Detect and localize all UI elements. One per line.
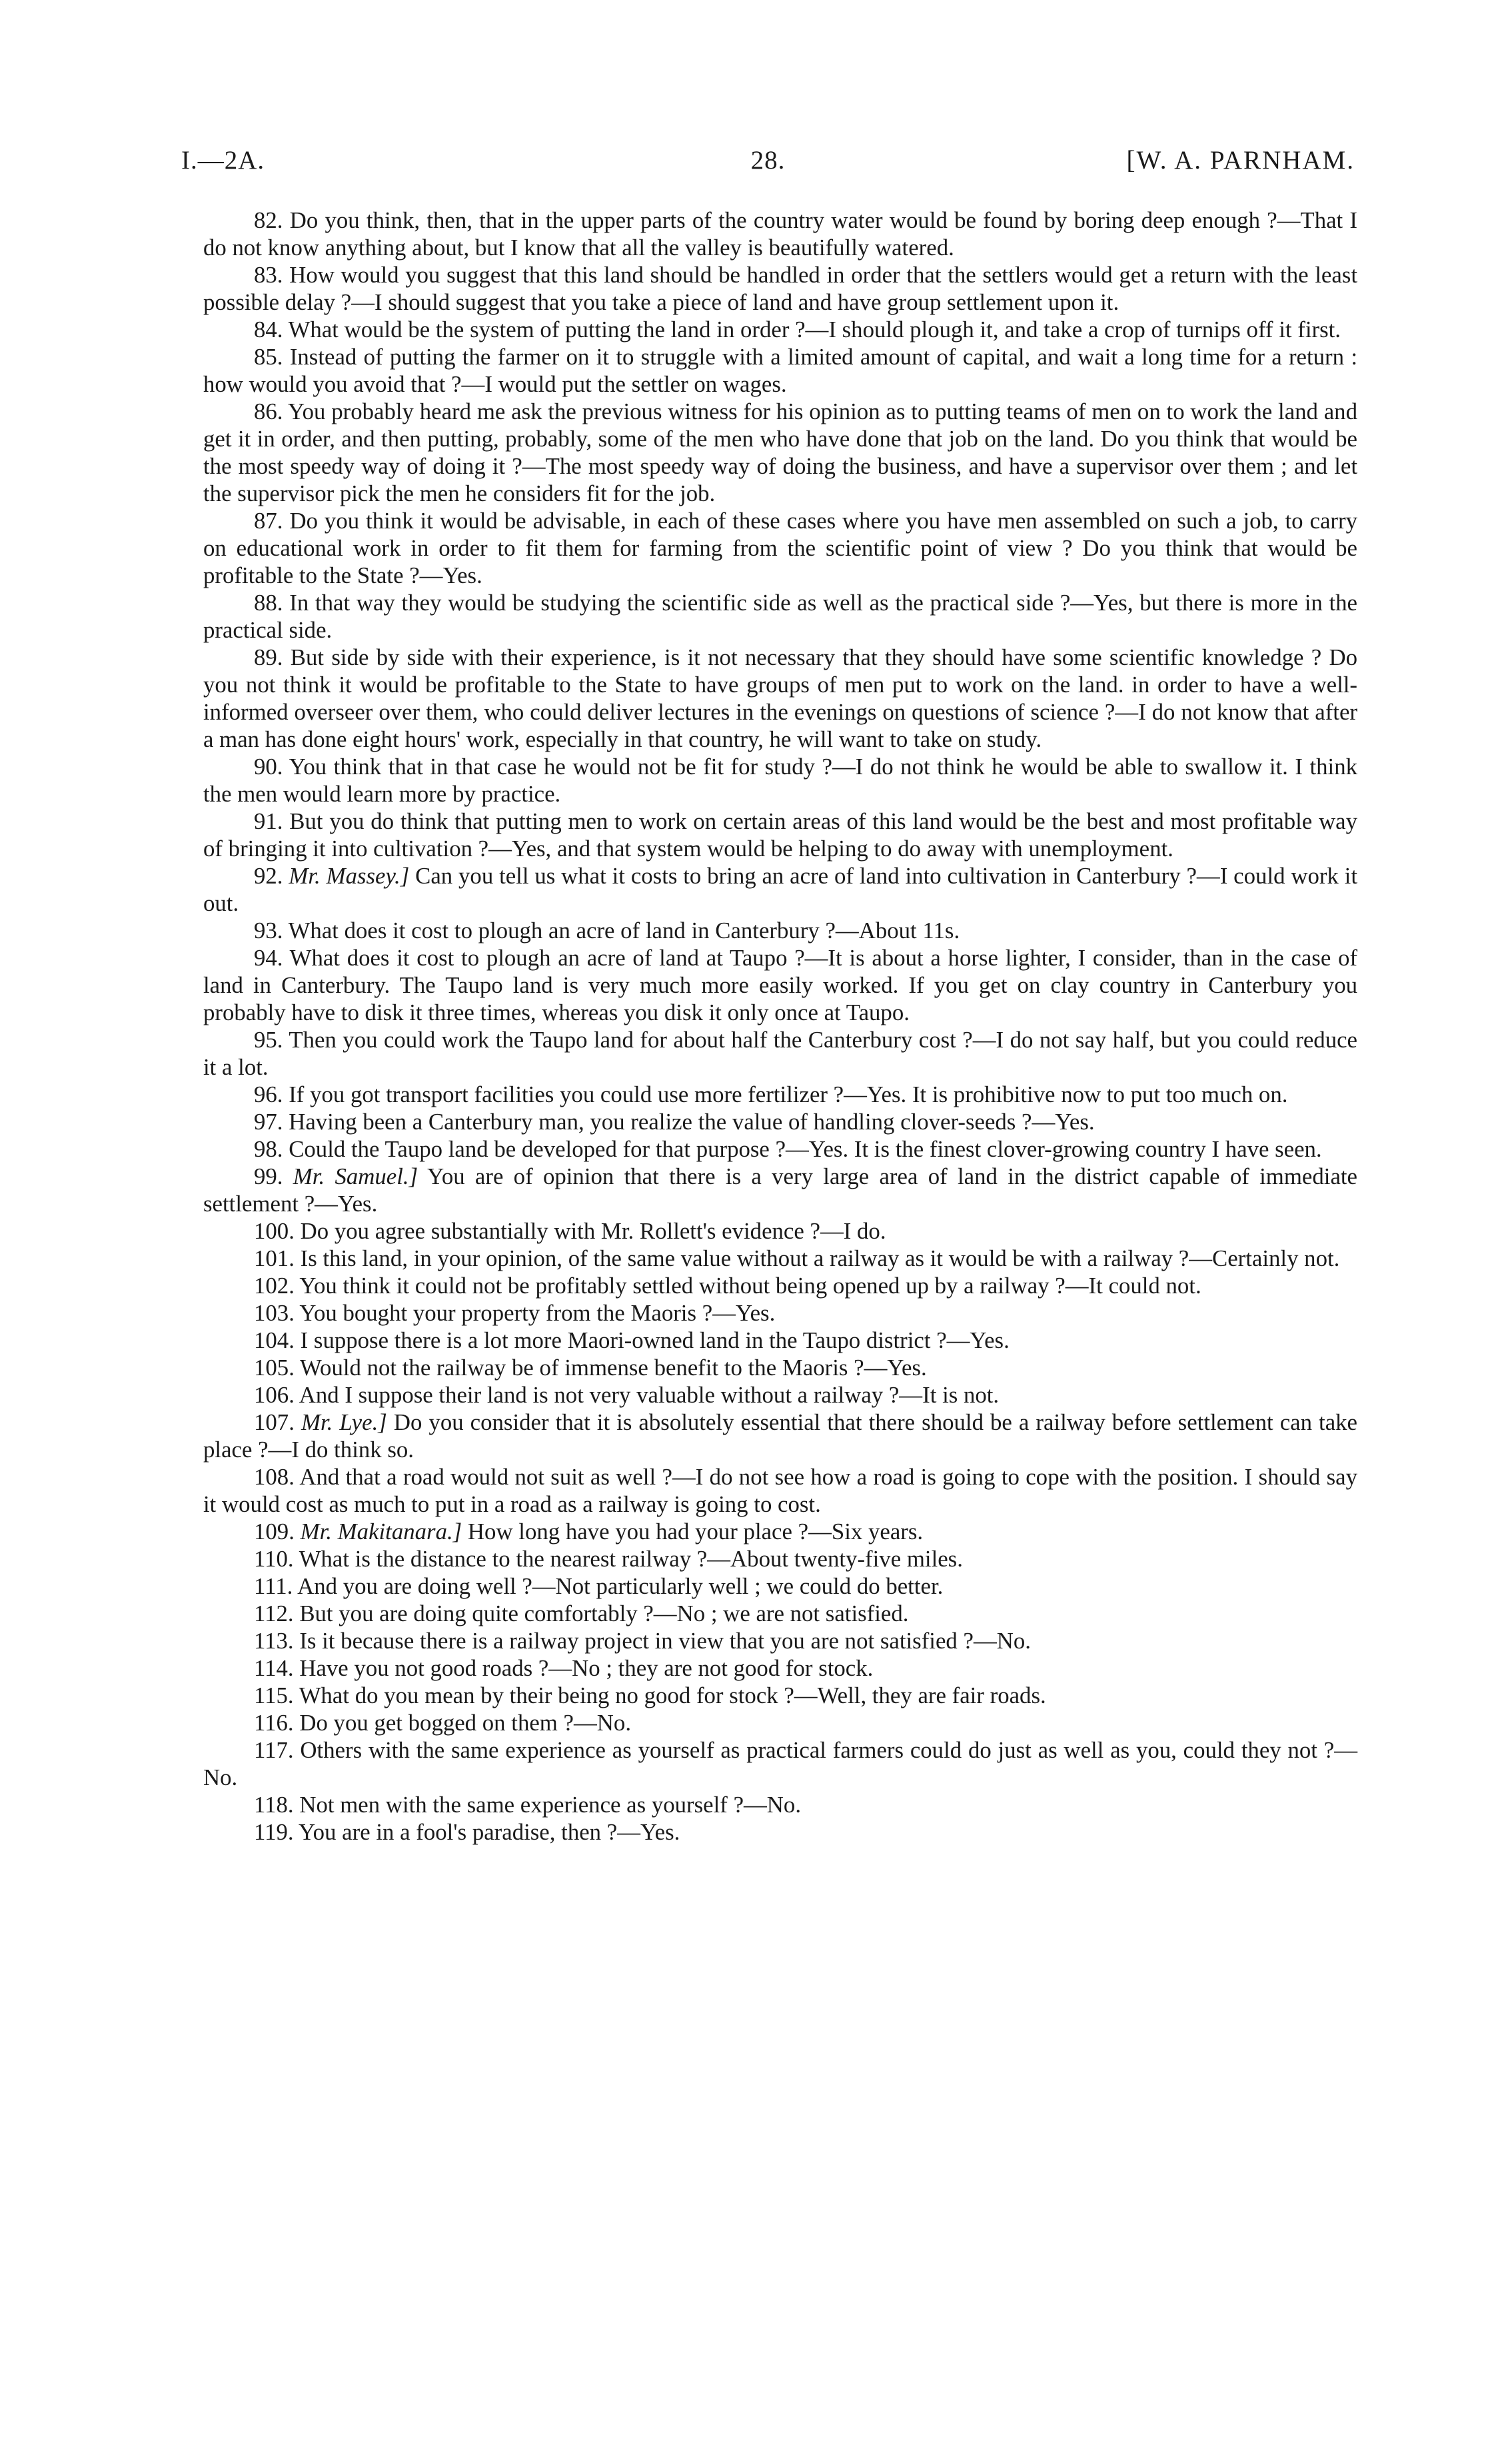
question-text: Do you get bogged on them ?—No. (299, 1710, 632, 1736)
question-number: 103. (254, 1300, 295, 1326)
question-paragraph (203, 862, 1357, 917)
question-number: 88. (254, 590, 283, 616)
question-number: 110. (254, 1546, 294, 1572)
question-number: 86. (254, 398, 283, 424)
question-paragraph (203, 1081, 1357, 1108)
question-text: But you do think that putting men to work on certain areas of this land would be the best and most profitable way of bringing it into cultivation ?—Yes, and that system would be helping to do away with unemployment. (203, 808, 1357, 862)
question-number: 87. (254, 508, 283, 534)
question-number: 105. (254, 1355, 295, 1381)
question-paragraph (203, 644, 1357, 753)
question-text: What is the distance to the nearest railway ?—About twenty-five miles. (299, 1546, 963, 1572)
speaker-name: Mr. Makitanara.] (300, 1519, 462, 1544)
question-paragraph (203, 808, 1357, 862)
question-number: 89. (254, 644, 283, 670)
question-paragraph (203, 1463, 1357, 1518)
question-text: Could the Taupo land be developed for that purpose ?—Yes. It is the finest clover-growing country I have seen. (289, 1136, 1322, 1162)
question-text: You think that in that case he would not be fit for study ?—I do not think he would be able to swallow it. I think the men would learn more by practice. (203, 754, 1357, 807)
speaker-name: Mr. Samuel.] (293, 1163, 418, 1189)
question-number: 104. (254, 1327, 295, 1353)
speaker-name: Mr. Lye.] (301, 1409, 387, 1435)
question-number: 95. (254, 1027, 283, 1053)
question-text: What does it cost to plough an acre of land in Canterbury ?—About 11s. (288, 918, 960, 943)
question-paragraph (203, 207, 1357, 261)
speaker-name: Mr. Massey.] (289, 863, 410, 889)
question-text: You bought your property from the Maoris ?—Yes. (299, 1300, 776, 1326)
question-number: 108. (254, 1464, 295, 1490)
question-number: 94. (254, 945, 283, 971)
question-text: You are in a fool's paradise, then ?—Yes. (299, 1819, 680, 1845)
question-paragraph (203, 589, 1357, 644)
question-text: You probably heard me ask the previous witness for his opinion as to putting teams of men on to work the land and get it in order, and then putting, probably, some of the men who have done that job on the land. Do you think that would be the most speedy way of doing it ?—The most speedy way of doing the business, and have a supervisor over them ; and let the supervisor pick the men he considers fit for the job. (203, 398, 1357, 506)
question-paragraph (203, 1409, 1357, 1463)
question-paragraph (203, 1272, 1357, 1299)
question-text: In that way they would be studying the scientific side as well as the practical side ?—Yes, but there is more in the practical side. (203, 590, 1357, 643)
question-paragraph (203, 1572, 1357, 1600)
question-text: And that a road would not suit as well ?—I do not see how a road is going to cope with the position. I should say it would cost as much to put in a road as a railway is going to cost. (203, 1464, 1358, 1517)
question-number: 115. (254, 1682, 294, 1708)
question-text: Is it because there is a railway project in view that you are not satisfied ?—No. (299, 1628, 1031, 1654)
question-paragraph (203, 1163, 1357, 1217)
question-paragraph (203, 1354, 1357, 1381)
question-paragraph (203, 1026, 1357, 1081)
question-text: If you got transport facilities you could use more fertilizer ?—Yes. It is prohibitive now to put too much on. (289, 1081, 1288, 1107)
question-number: 100. (254, 1218, 295, 1244)
question-text: And you are doing well ?—Not particularly well ; we could do better. (297, 1573, 944, 1599)
question-paragraph (203, 316, 1357, 343)
question-number: 83. (254, 262, 283, 288)
question-paragraph (203, 1299, 1357, 1327)
question-paragraph (203, 1736, 1357, 1791)
question-number: 99. (254, 1163, 283, 1189)
question-text: Would not the railway be of immense benefit to the Maoris ?—Yes. (299, 1355, 927, 1381)
question-number: 116. (254, 1710, 294, 1736)
question-number: 119. (254, 1819, 294, 1845)
question-text: What would be the system of putting the land in order ?—I should plough it, and take a crop of turnips off it first. (288, 316, 1341, 342)
question-text: Do you think, then, that in the upper parts of the country water would be found by boring deep enough ?—That I do not know anything about, but I know that all the valley is beautifully watered. (203, 207, 1358, 261)
question-paragraph (203, 1245, 1357, 1272)
question-number: 109. (254, 1519, 295, 1544)
question-paragraph (203, 944, 1357, 1026)
question-number: 118. (254, 1792, 294, 1818)
question-text: Can you tell us what it costs to bring an acre of land into cultivation in Canterbury ?—I could work it out. (203, 863, 1358, 916)
question-number: 98. (254, 1136, 283, 1162)
paper-reference: I.—2A. (181, 146, 265, 175)
question-text: Do you agree substantially with Mr. Rollett's evidence ?—I do. (300, 1218, 886, 1244)
question-paragraph (203, 1545, 1357, 1572)
witness-name: [W. A. PARNHAM. (1126, 146, 1355, 175)
question-number: 106. (254, 1382, 295, 1408)
question-text: But side by side with their experience, is it not necessary that they should have some scientific knowledge ? Do you not think it would be profitable to the State to have groups of men put to work on the land. in order to have a well-informed overseer over them, who could deliver lectures in the evenings on questions of science ?—I do not know that after a man has done eight hours' work, especially in that country, he will want to take on study. (203, 644, 1357, 752)
question-paragraph (203, 507, 1357, 589)
question-number: 97. (254, 1109, 283, 1135)
question-number: 85. (254, 344, 283, 370)
question-text: Having been a Canterbury man, you realize the value of handling clover-seeds ?—Yes. (289, 1109, 1095, 1135)
question-number: 111. (254, 1573, 293, 1599)
question-text: What do you mean by their being no good for stock ?—Well, they are fair roads. (299, 1682, 1046, 1708)
page-number: 28. (750, 146, 786, 175)
evidence-text (203, 207, 1357, 1846)
question-text: Not men with the same experience as yourself ?—No. (299, 1792, 802, 1818)
question-text: Then you could work the Taupo land for about half the Canterbury cost ?—I do not say half, but you could reduce it a lot. (203, 1027, 1357, 1080)
question-number: 92. (254, 863, 283, 889)
question-number: 93. (254, 918, 283, 943)
question-text: Instead of putting the farmer on it to struggle with a limited amount of capital, and wait a long time for a return : how would you avoid that ?—I would put the settler on wages. (203, 344, 1358, 397)
question-text: Do you consider that it is absolutely essential that there should be a railway before settlement can take place ?—I do think so. (203, 1409, 1358, 1463)
question-number: 102. (254, 1273, 295, 1299)
page-header (181, 145, 1355, 185)
question-paragraph (203, 343, 1357, 398)
question-text: How would you suggest that this land should be handled in order that the settlers would get a return with the least possible delay ?—I should suggest that you take a piece of land and have group settlement upon it. (203, 262, 1358, 315)
question-text: You think it could not be profitably settled without being opened up by a railway ?—It could not. (299, 1273, 1201, 1299)
question-paragraph (203, 398, 1357, 507)
question-paragraph (203, 1682, 1357, 1709)
question-paragraph (203, 1654, 1357, 1682)
question-paragraph (203, 1327, 1357, 1354)
question-number: 96. (254, 1081, 283, 1107)
question-paragraph (203, 1381, 1357, 1409)
question-text: Others with the same experience as yourself as practical farmers could do just as well as you, could they not ?—No. (203, 1737, 1357, 1790)
question-text: You are of opinion that there is a very large area of land in the district capable of immediate settlement ?—Yes. (203, 1163, 1357, 1217)
question-number: 82. (254, 207, 283, 233)
question-paragraph (203, 1518, 1357, 1545)
question-paragraph (203, 261, 1357, 316)
question-paragraph (203, 1600, 1357, 1627)
question-text: Have you not good roads ?—No ; they are not good for stock. (299, 1655, 874, 1681)
question-paragraph (203, 1627, 1357, 1654)
question-paragraph (203, 1818, 1357, 1846)
question-number: 90. (254, 754, 283, 780)
question-number: 114. (254, 1655, 294, 1681)
question-number: 113. (254, 1628, 294, 1654)
question-text: Do you think it would be advisable, in each of these cases where you have men assembled on such a job, to carry on educational work in order to fit them for farming from the scientific point of view ? Do you think that would be profitable to the State ?—Yes. (203, 508, 1357, 588)
question-paragraph (203, 753, 1357, 808)
question-number: 101. (254, 1245, 295, 1271)
question-number: 84. (254, 316, 283, 342)
question-text: But you are doing quite comfortably ?—No ; we are not satisfied. (299, 1600, 909, 1626)
question-text: I suppose there is a lot more Maori-owned land in the Taupo district ?—Yes. (300, 1327, 1010, 1353)
question-paragraph (203, 1709, 1357, 1736)
question-text: How long have you had your place ?—Six years. (467, 1519, 924, 1544)
question-paragraph (203, 1791, 1357, 1818)
question-number: 91. (254, 808, 283, 834)
question-number: 112. (254, 1600, 294, 1626)
question-text: What does it cost to plough an acre of land at Taupo ?—It is about a horse lighter, I consider, than in the case of land in Canterbury. The Taupo land is very much more easily worked. If you get on clay country in Canterbury you probably have to disk it three times, whereas you disk it only once at Taupo. (203, 945, 1357, 1025)
question-number: 117. (254, 1737, 294, 1763)
question-text: And I suppose their land is not very valuable without a railway ?—It is not. (299, 1382, 1000, 1408)
question-paragraph (203, 1135, 1357, 1163)
question-number: 107. (254, 1409, 295, 1435)
question-paragraph (203, 917, 1357, 944)
question-text: Is this land, in your opinion, of the same value without a railway as it would be with a railway ?—Certainly not. (300, 1245, 1340, 1271)
question-paragraph (203, 1217, 1357, 1245)
question-paragraph (203, 1108, 1357, 1135)
